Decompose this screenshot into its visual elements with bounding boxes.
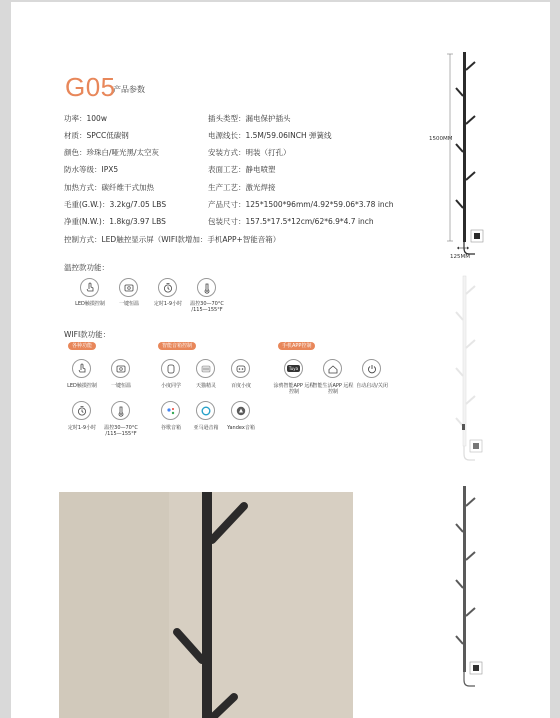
spec-heating: 加热方式：碳纤维干式加热	[64, 183, 154, 192]
spec-package-size: 包装尺寸：157.5*17.5*12cm/62*6.9*4.7 inch	[208, 217, 374, 226]
spec-power: 功率：100w	[64, 114, 107, 123]
label-yandex: Yandex音箱	[227, 425, 255, 431]
temp-label-touch: LED触摸控制	[75, 301, 105, 307]
subtitle: 产品参数	[113, 85, 145, 94]
smart-life-icon	[323, 359, 342, 378]
baidu-speaker-icon	[231, 359, 250, 378]
label-tmall-genie: 天猫精灵	[195, 383, 216, 389]
label-power: 自动启动/关闭	[356, 383, 388, 389]
model-title: G05	[65, 72, 116, 102]
black-towel-rail-icon	[411, 48, 511, 268]
temp-label-thermometer: 温控30—70°C /115—155°F	[190, 301, 224, 313]
google-assistant-icon	[161, 401, 180, 420]
label-alexa: 亚马逊音箱	[193, 425, 219, 431]
touch-icon	[80, 278, 99, 297]
wifi-label-thermometer: 温控30—70°C /115—155°F	[104, 425, 138, 437]
thermometer-icon	[111, 401, 130, 420]
spec-cord-length: 电源线长：1.5M/59.06INCH 弹簧线	[208, 131, 332, 140]
spec-gross-weight: 毛重(G.W.)：3.2kg/7.05 LBS	[64, 200, 167, 209]
label-xiaodu: 小度同学	[160, 383, 181, 389]
spec-waterproof: 防水等级：IPX5	[64, 165, 119, 174]
spec-plug-type: 插头类型：漏电保护插头	[208, 114, 291, 123]
alexa-icon	[196, 401, 215, 420]
spec-install: 安装方式：明装（打孔）	[208, 148, 291, 157]
height-dimension: 1500MM	[429, 136, 453, 142]
yandex-icon	[231, 401, 250, 420]
thermometer-icon	[197, 278, 216, 297]
label-google-assistant: 谷歌音箱	[160, 425, 181, 431]
temp-section-title: 温控款功能：	[64, 263, 109, 272]
width-dimension: 125MM	[450, 254, 470, 260]
label-tuya: 涂鸦智能APP 远程控制	[273, 383, 315, 395]
spec-control: 控制方式：LED触控显示屏（WIFI款增加：手机APP+智能音箱）	[64, 235, 281, 244]
label-baidu-speaker: 百度小度	[230, 383, 251, 389]
lifestyle-photo	[59, 492, 353, 718]
spec-color: 颜色：珍珠白/哑光黑/太空灰	[64, 148, 160, 157]
temp-label-timer: 定时1-9小时	[153, 301, 183, 307]
wifi-section-title: WIFI款功能：	[64, 330, 111, 339]
label-smart-life: 智能生活APP 远程控制	[312, 383, 354, 395]
tmall-genie-icon	[196, 359, 215, 378]
spec-process: 生产工艺：激光焊接	[208, 183, 276, 192]
white-towel-rail-icon	[439, 274, 489, 470]
wifi-label-touch: LED触摸控制	[67, 383, 97, 389]
tuya-logo: Tuya	[288, 366, 299, 371]
wifi-label-timer: 定时1-9小时	[67, 425, 97, 431]
spec-net-weight: 净重(N.W.)：1.8kg/3.97 LBS	[64, 217, 166, 226]
spec-product-size: 产品尺寸：125*1500*96mm/4.92*59.06*3.78 inch	[208, 200, 394, 209]
product-black-dimension	[411, 48, 511, 268]
grey-towel-rail-icon	[439, 484, 489, 694]
spec-surface: 表面工艺：静电喷塑	[208, 165, 276, 174]
tag-smart-speaker: 智能音箱控制	[158, 342, 196, 350]
touch-icon	[72, 359, 91, 378]
thermostat-icon	[119, 278, 138, 297]
thermostat-icon	[111, 359, 130, 378]
timer-icon	[158, 278, 177, 297]
wifi-label-thermostat: 一键恒温	[110, 383, 131, 389]
timer-icon	[72, 401, 91, 420]
towel-rail-photo-image	[59, 492, 353, 718]
spec-sheet-page	[11, 2, 550, 718]
power-icon	[362, 359, 381, 378]
spec-material: 材质：SPCC低碳钢	[64, 131, 129, 140]
temp-label-thermostat: 一键恒温	[118, 301, 139, 307]
tuya-icon	[284, 359, 303, 378]
xiaodu-icon	[161, 359, 180, 378]
tag-functions: 各种功能	[68, 342, 96, 350]
tag-phone-app: 手机APP控制	[278, 342, 315, 350]
